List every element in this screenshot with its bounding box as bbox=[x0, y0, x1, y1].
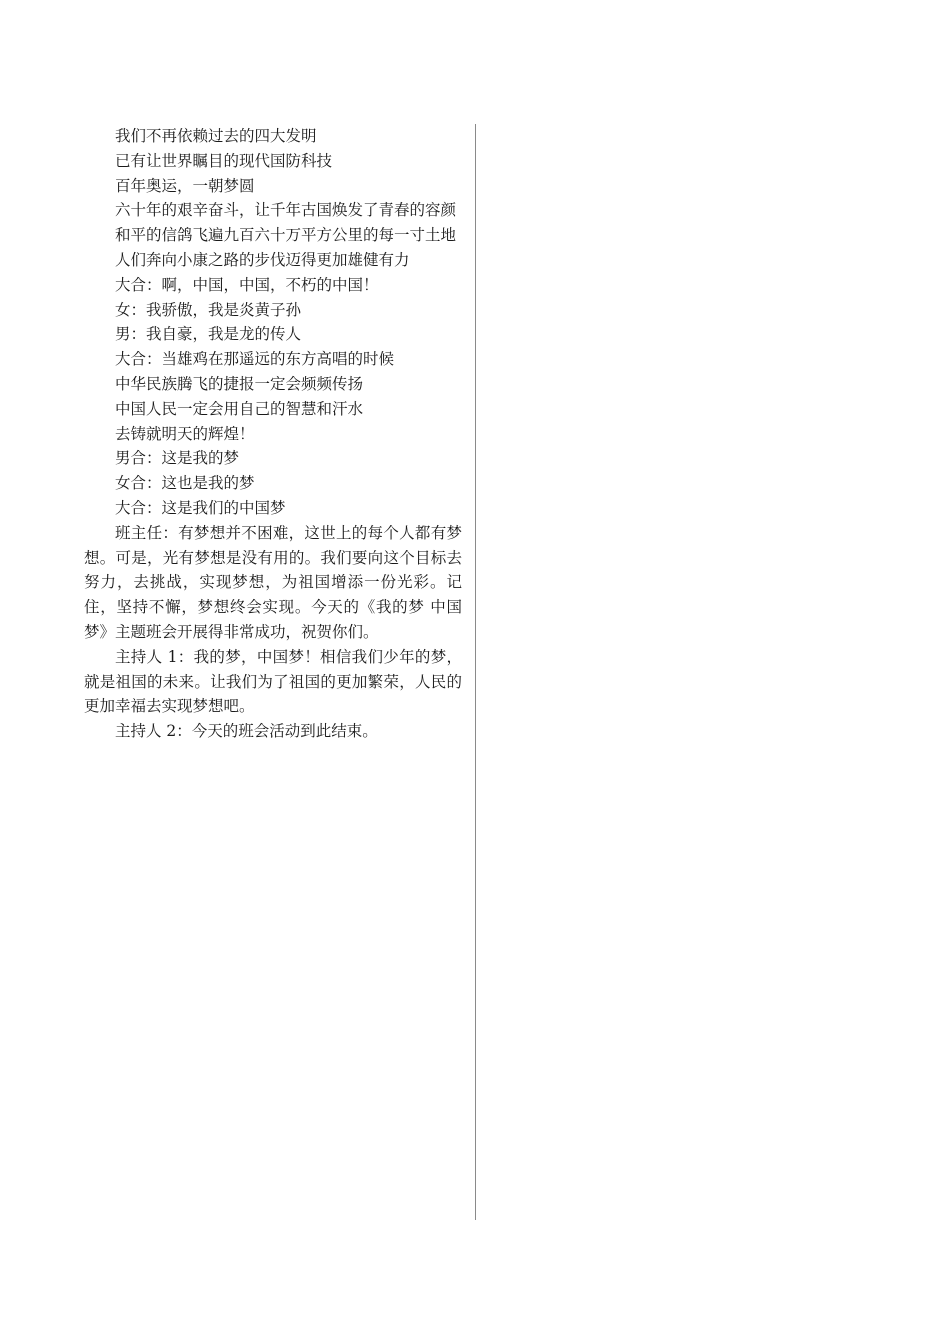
paragraph-6: 人们奔向小康之路的步伐迈得更加雄健有力 bbox=[115, 250, 410, 269]
paragraph-2: 已有让世界瞩目的现代国防科技 bbox=[115, 151, 333, 170]
paragraph-15: 女合：这也是我的梦 bbox=[115, 474, 255, 493]
paragraph-4: 六十年的艰辛奋斗，让千年古国焕发了青春的容颜 bbox=[115, 201, 457, 220]
paragraph-8: 女：我骄傲，我是炎黄子孙 bbox=[115, 300, 302, 319]
paragraph-14: 男合：这是我的梦 bbox=[115, 449, 240, 468]
paragraph-12: 中国人民一定会用自己的智慧和汗水 bbox=[115, 399, 364, 418]
left-text-column bbox=[84, 124, 462, 744]
paragraph-9: 男：我自豪，我是龙的传人 bbox=[115, 325, 302, 344]
paragraph-11: 中华民族腾飞的捷报一定会频频传扬 bbox=[115, 374, 364, 393]
paragraph-5: 和平的信鸽飞遍九百六十万平方公里的每一寸土地 bbox=[115, 226, 457, 245]
paragraph-13: 去铸就明天的辉煌！ bbox=[115, 424, 255, 443]
paragraph-19: 主持人 2：今天的班会活动到此结束。 bbox=[115, 722, 378, 741]
column-divider bbox=[475, 124, 476, 1220]
paragraph-7: 大合：啊，中国，中国，不朽的中国！ bbox=[115, 275, 379, 294]
paragraph-17: 班主任：有梦想并不困难，这世上的每个人都有梦想。可是，光有梦想是没有用的。我们要向这个目标去努力，去挑战，实现梦想，为祖国增添一份光彩。记住，坚持不懈，梦想终会实现。今天的《我的梦 中国梦》主题班会开展得非常成功，祝贺你们。 bbox=[84, 523, 462, 641]
paragraph-10: 大合：当雄鸡在那遥远的东方高唱的时候 bbox=[115, 350, 395, 369]
paragraph-18: 主持人 1：我的梦，中国梦！相信我们少年的梦，就是祖国的未来。让我们为了祖国的更加繁荣，人民的更加幸福去实现梦想吧。 bbox=[84, 647, 462, 716]
paragraph-16: 大合：这是我们的中国梦 bbox=[115, 498, 286, 517]
paragraph-3: 百年奥运，一朝梦圆 bbox=[115, 176, 255, 195]
paragraph-1: 我们不再依赖过去的四大发明 bbox=[115, 127, 317, 145]
